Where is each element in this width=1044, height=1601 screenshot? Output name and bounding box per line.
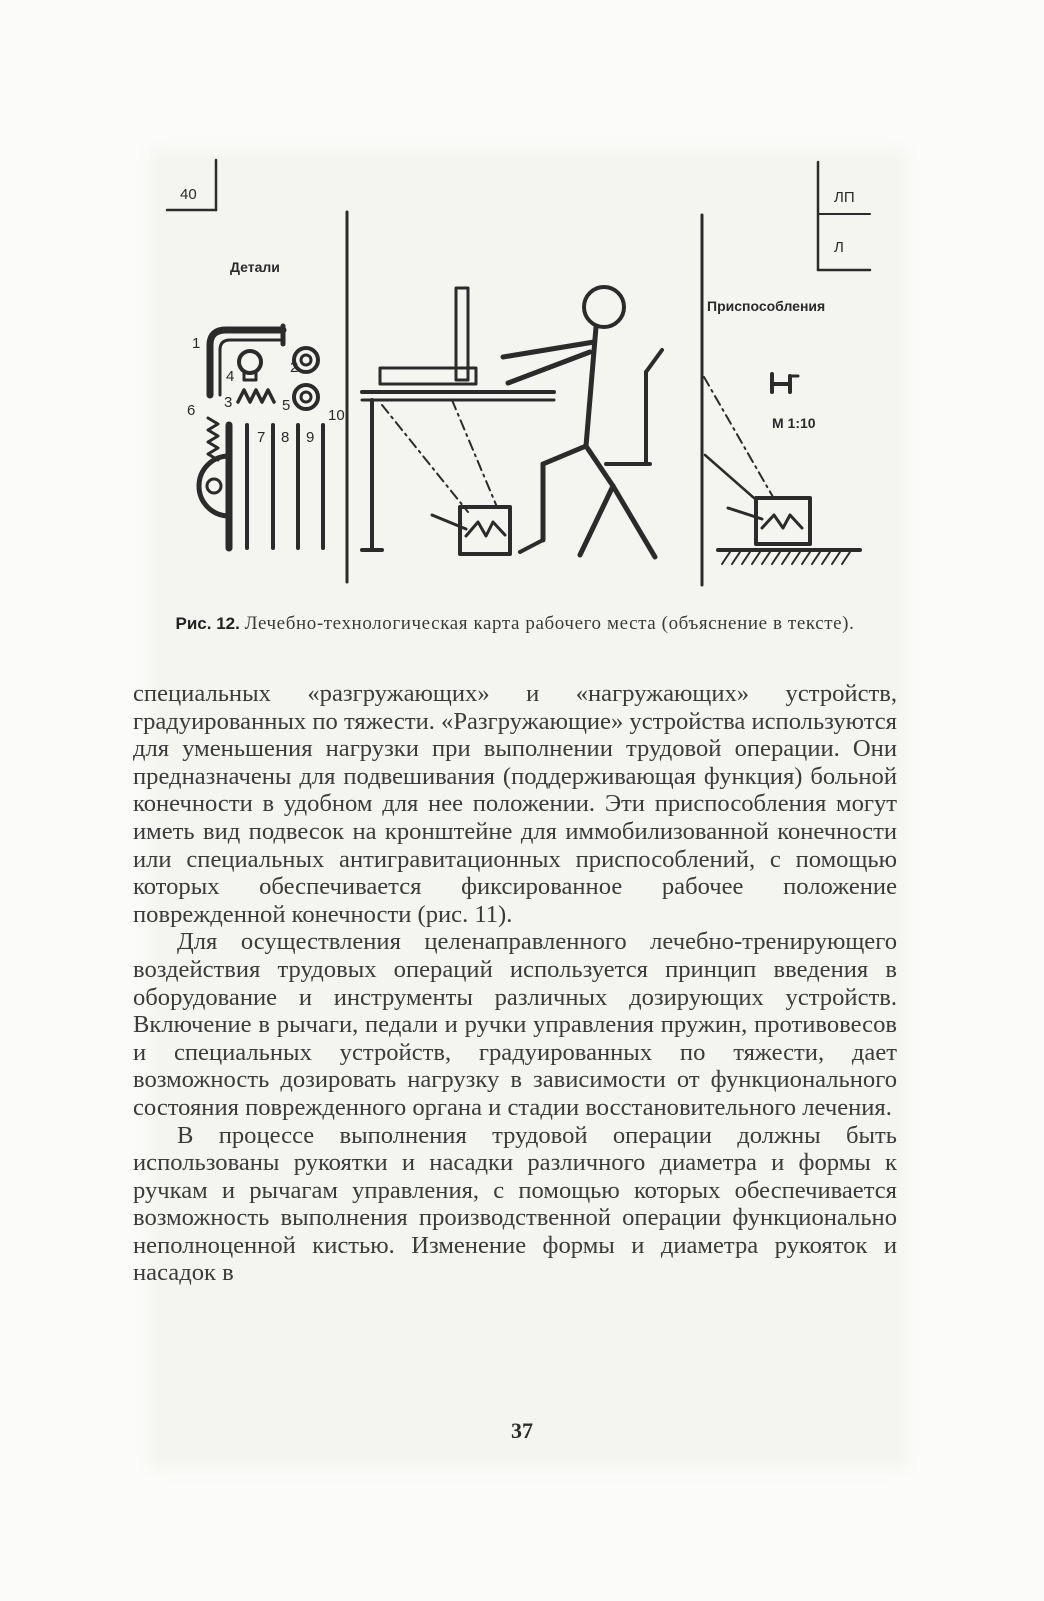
part-number-3: 3: [224, 394, 233, 411]
box-label-lp: ЛП: [834, 189, 855, 206]
part-number-4: 4: [226, 368, 235, 385]
page-number: 37: [511, 1418, 533, 1443]
figure-caption: [133, 613, 897, 635]
part-number-9: 9: [306, 429, 315, 446]
caption-text: Лечебно-технологическая карта рабочего места (объяснение в тексте).: [244, 613, 855, 634]
paragraph-2: Для осуществления целенаправленного лечебно-тренирующего воздействия трудовых операций используется принцип введения в оборудование и инструменты различных дозирующих устройств. Включение в рычаги, педали и ручки управления пружин, противовесов и специальных устройств, градуированных по тяжести, дает возможность дозировать нагрузку в зависимости от функционального состояния поврежденного органа и стадии восстановительного лечения.: [133, 928, 897, 1121]
label-scale: М 1:10: [772, 415, 816, 431]
body-text: [133, 680, 897, 1287]
paragraph-1: специальных «разгружающих» и «нагружающих» устройств, градуированных по тяжести. «Разгружающие» устройства используются для уменьшения нагрузки при выполнении трудовой операции. Они предназначены для подвешивания (поддерживающая функция) больной конечности в удобном для нее положении. Эти приспособления могут иметь вид подвесок на кронштейне для иммобилизованной конечности или специальных антигравитационных приспособлений, с помощью которых обеспечивается фиксированное рабочее положение поврежденной конечности (рис. 11).: [133, 680, 897, 928]
part-number-7: 7: [257, 429, 266, 446]
workplace-diagram: [0, 0, 1044, 610]
part-number-1: 1: [192, 335, 201, 352]
part-number-8: 8: [281, 429, 290, 446]
part-number-6: 6: [187, 402, 196, 419]
part-number-5: 5: [282, 397, 291, 414]
part-number-2: 2: [290, 359, 299, 376]
part-number-10: 10: [328, 407, 345, 424]
box-label-40: 40: [180, 186, 197, 203]
figure-workplace-map: [0, 0, 1044, 610]
paragraph-3: В процессе выполнения трудовой операции должны быть использованы рукоятки и насадки различного диаметра и формы к ручкам и рычагам управления, с помощью которых обеспечивается возможность выполнения производственной операции функционально неполноценной кистью. Изменение формы и диаметра рукояток и насадок в: [133, 1121, 897, 1287]
label-details: Детали: [230, 259, 280, 275]
label-devices: Приспособления: [707, 298, 826, 314]
caption-number: Рис. 12.: [175, 614, 240, 633]
box-label-l: Л: [834, 239, 844, 256]
